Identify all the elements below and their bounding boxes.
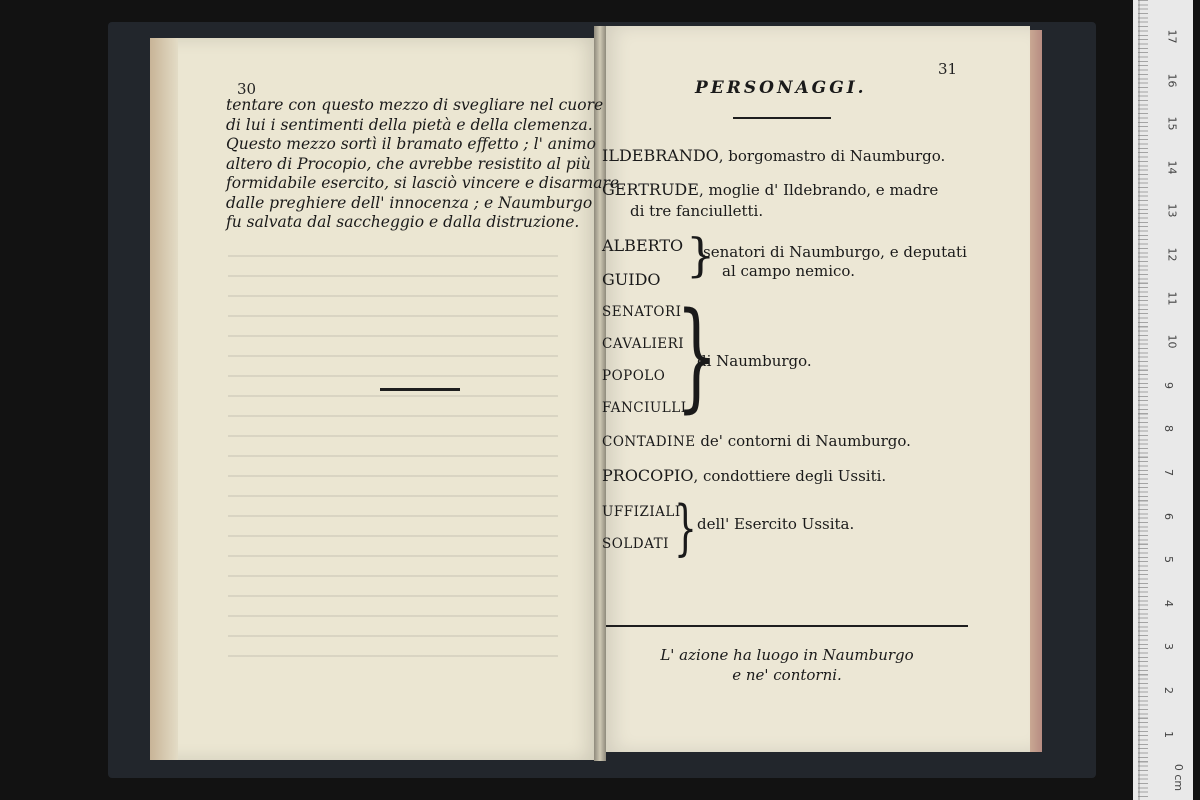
left-page-text <box>226 96 619 233</box>
title-rule <box>733 117 831 119</box>
character-name-alberto: ALBERTO <box>602 236 684 255</box>
ruler-label: 0 cm <box>1172 764 1186 792</box>
character-name-uffiziali: UFFIZIALI <box>602 504 681 520</box>
left-page-number: 30 <box>237 80 257 98</box>
group-description: senatori di Naumburgo, e deputati <box>703 243 967 261</box>
text-line: di lui i sentimenti della pietà e della clemenza. <box>226 115 593 134</box>
right-page <box>600 26 1030 752</box>
ruler-label: 16 <box>1165 73 1179 88</box>
entry-gertrude-continued: di tre fanciulletti. <box>630 202 764 220</box>
character-name: ILDEBRANDO <box>602 146 719 165</box>
entry-procopio <box>602 466 886 485</box>
ruler-label: 12 <box>1165 247 1179 262</box>
ruler-ticks <box>1138 0 1160 800</box>
text-line: altero di Procopio, che avrebbe resistito al più <box>226 154 591 173</box>
ruler-label: 6 <box>1162 512 1175 520</box>
entry-gertrude <box>602 180 938 199</box>
character-name-soldati: SOLDATI <box>602 536 669 552</box>
character-name: CONTADINE <box>602 434 696 450</box>
group-description: di Naumburgo. <box>697 352 812 370</box>
character-name-guido: GUIDO <box>602 270 661 289</box>
ruler-label: 15 <box>1165 116 1179 131</box>
group-description-continued: al campo nemico. <box>722 262 855 280</box>
brace: } <box>676 286 718 424</box>
ruler-label: 9 <box>1162 381 1175 389</box>
character-name-popolo: POPOLO <box>602 368 666 384</box>
ruler-label: 2 <box>1162 687 1175 694</box>
ruler-label: 3 <box>1162 643 1175 651</box>
right-page-edge <box>1030 30 1042 752</box>
ruler-label: 4 <box>1162 599 1175 607</box>
character-description: , condottiere degli Ussiti. <box>693 467 887 485</box>
left-page-edge <box>150 38 178 760</box>
character-name-senatori: SENATORI <box>602 304 682 320</box>
character-description: , borgomastro di Naumburgo. <box>718 147 946 165</box>
ruler-label: 7 <box>1162 469 1175 476</box>
right-page-number: 31 <box>938 60 958 78</box>
character-description: , moglie d' Ildebrando, e madre <box>698 181 939 199</box>
character-name: PROCOPIO <box>602 466 694 485</box>
ruler-label: 14 <box>1165 160 1179 175</box>
ruler-label: 11 <box>1165 291 1179 306</box>
text-line: formidabile esercito, si lasciò vincere e disarmare <box>226 174 620 192</box>
end-rule <box>380 388 460 391</box>
page-title: PERSONAGGI. <box>695 78 867 98</box>
brace: } <box>674 493 697 563</box>
text-line: dalle preghiere dell' innocenza ; e Naumburgo <box>226 193 593 212</box>
ruler-label: 8 <box>1162 425 1175 433</box>
character-description: de' contorni di Naumburgo. <box>695 432 911 450</box>
ruler-label: 5 <box>1162 556 1175 564</box>
setting-line: L' azione ha luogo in Naumburgo <box>660 646 914 664</box>
bleed-through-text <box>228 255 558 675</box>
brace: } <box>686 228 716 282</box>
text-line: fu salvata dal saccheggio e dalla distruzione. <box>226 213 580 231</box>
ruler-label: 17 <box>1165 29 1179 44</box>
entry-ildebrando <box>602 146 945 165</box>
character-name: GERTRUDE <box>602 180 699 199</box>
footer-rule <box>606 625 968 627</box>
ruler-label: 13 <box>1165 203 1179 218</box>
text-line: tentare con questo mezzo di svegliare nel cuore <box>226 96 604 114</box>
setting-line: e ne' contorni. <box>732 666 842 684</box>
text-line: Questo mezzo sortì il bramato effetto ; l' animo <box>226 135 596 153</box>
entry-contadine <box>602 432 911 450</box>
ruler-label: 1 <box>1162 730 1175 738</box>
character-name-cavalieri: CAVALIERI <box>602 336 685 352</box>
ruler-label: 10 <box>1165 334 1179 349</box>
group-description: dell' Esercito Ussita. <box>697 515 855 533</box>
character-name-fanciulli: FANCIULLI <box>602 400 687 416</box>
